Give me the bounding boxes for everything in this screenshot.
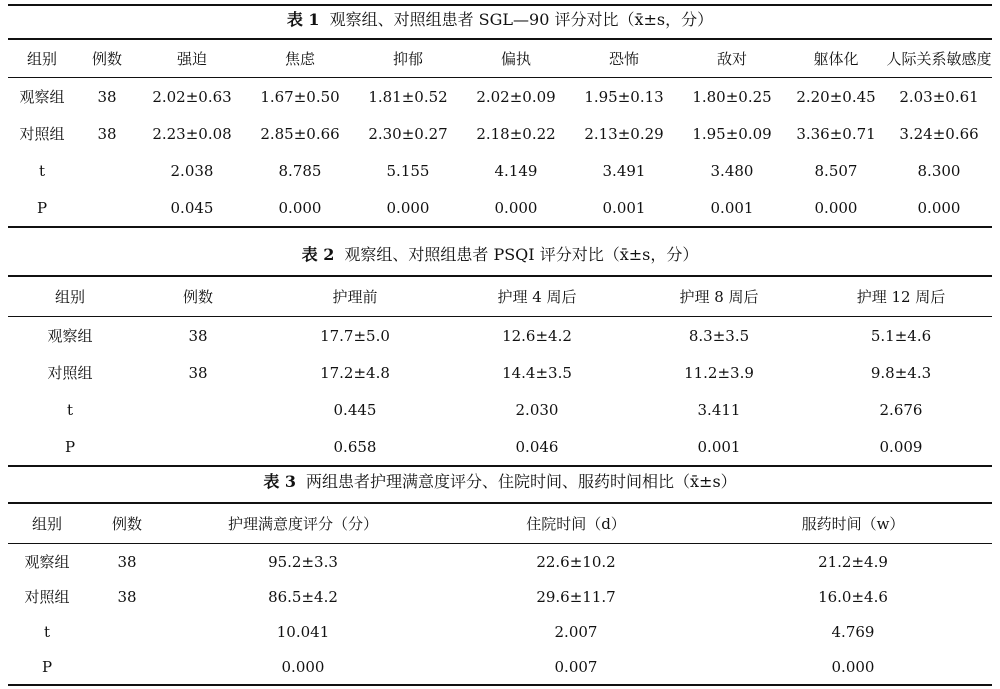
table-row xyxy=(8,544,992,580)
table-cell: 2.23±0.08 xyxy=(152,124,232,143)
table2-psqi-comparison xyxy=(8,275,992,467)
table-cell: 0.046 xyxy=(446,428,628,466)
table-row xyxy=(8,614,992,649)
table-cell: 17.2±4.8 xyxy=(320,363,390,382)
table2-header-cell: 护理 4 周后 xyxy=(446,276,628,317)
table-cell: 2.676 xyxy=(879,400,923,419)
table-cell: t xyxy=(43,622,51,641)
table1-header-cell: 例数 xyxy=(76,39,138,78)
table2-header-row xyxy=(8,276,992,317)
table-cell: 21.2±4.9 xyxy=(818,552,888,571)
table3-satisfaction-comparison xyxy=(8,502,992,686)
table-cell xyxy=(76,189,138,227)
table-cell: 对照组 xyxy=(19,125,65,143)
table-cell: P xyxy=(8,189,76,227)
table3-caption-text: 两组患者护理满意度评分、住院时间、服药时间相比（x̄±s） xyxy=(306,472,737,491)
table1-header-cell: 躯体化 xyxy=(786,39,886,78)
table1-header-cell: 组别 xyxy=(8,39,76,78)
table-cell: 3.480 xyxy=(710,161,754,180)
table-cell: 3.491 xyxy=(602,161,646,180)
table-row xyxy=(8,579,992,614)
table-cell: 观察组 xyxy=(47,327,93,345)
table3-header-cell: 服药时间（w） xyxy=(714,503,992,544)
table2-caption-text: 观察组、对照组患者 PSQI 评分对比（x̄±s，分） xyxy=(344,245,699,264)
table-cell: 11.2±3.9 xyxy=(684,363,754,382)
table-cell xyxy=(132,391,264,428)
table-row xyxy=(8,649,992,685)
table-cell: 3.24±0.66 xyxy=(899,124,979,143)
table-cell: 14.4±3.5 xyxy=(502,363,572,382)
table-row xyxy=(8,317,992,355)
table-cell: 8.785 xyxy=(278,161,322,180)
table-row xyxy=(8,189,992,227)
table-cell: 1.95±0.13 xyxy=(584,87,664,106)
table-cell: 22.6±10.2 xyxy=(536,552,616,571)
table3-caption xyxy=(0,472,1000,492)
table-cell: 0.000 xyxy=(786,189,886,227)
table-cell: 2.030 xyxy=(515,400,559,419)
table1-caption xyxy=(0,10,1000,30)
table3-header-cell: 组别 xyxy=(8,503,86,544)
table3-header-cell: 住院时间（d） xyxy=(438,503,714,544)
table-row xyxy=(8,428,992,466)
table-cell: 2.13±0.29 xyxy=(584,124,664,143)
table2-caption xyxy=(0,245,1000,265)
table-cell: 17.7±5.0 xyxy=(320,326,390,345)
table-cell: 12.6±4.2 xyxy=(502,326,572,345)
table2-caption-number: 表 2 xyxy=(301,245,335,264)
table3-header-cell: 护理满意度评分（分） xyxy=(168,503,438,544)
table3-caption-number: 表 3 xyxy=(263,472,297,491)
table1-header-cell: 偏执 xyxy=(462,39,570,78)
table3-header-cell: 例数 xyxy=(86,503,168,544)
table-cell: 38 xyxy=(188,363,208,382)
table-cell: 38 xyxy=(97,124,117,143)
table-cell: 观察组 xyxy=(19,88,65,106)
table-cell: 0.000 xyxy=(462,189,570,227)
table-cell: 2.30±0.27 xyxy=(368,124,448,143)
table-cell: t xyxy=(66,400,74,419)
table-cell: 4.769 xyxy=(831,622,875,641)
table-cell: 0.001 xyxy=(678,189,786,227)
table3-header-row xyxy=(8,503,992,544)
table-cell xyxy=(86,614,168,649)
table-cell: 对照组 xyxy=(24,588,70,606)
table-cell: 10.041 xyxy=(276,622,330,641)
table-cell: 0.000 xyxy=(886,189,992,227)
table-cell: 0.001 xyxy=(628,428,810,466)
table1-header-cell: 焦虑 xyxy=(246,39,354,78)
table-cell: 0.000 xyxy=(354,189,462,227)
table-cell: 1.80±0.25 xyxy=(692,87,772,106)
table-cell: 0.000 xyxy=(168,649,438,685)
table-cell: 2.85±0.66 xyxy=(260,124,340,143)
table-cell: 0.001 xyxy=(570,189,678,227)
table-cell: 观察组 xyxy=(24,553,70,571)
table-cell: 86.5±4.2 xyxy=(268,587,338,606)
page-top-rule xyxy=(8,4,992,6)
table1-scl90-comparison xyxy=(8,38,992,228)
table1-caption-text: 观察组、对照组患者 SGL—90 评分对比（x̄±s，分） xyxy=(329,10,714,29)
table2-header-cell: 护理 8 周后 xyxy=(628,276,810,317)
table-cell: 2.20±0.45 xyxy=(796,87,876,106)
table-cell: 0.007 xyxy=(438,649,714,685)
table-cell: 1.81±0.52 xyxy=(368,87,448,106)
table-cell: 1.95±0.09 xyxy=(692,124,772,143)
table1-caption-number: 表 1 xyxy=(286,10,320,29)
table-cell: 2.18±0.22 xyxy=(476,124,556,143)
table-cell: 3.36±0.71 xyxy=(796,124,876,143)
table-row xyxy=(8,152,992,189)
table-cell: 3.411 xyxy=(697,400,741,419)
table-cell: 0.009 xyxy=(810,428,992,466)
table-cell: 5.1±4.6 xyxy=(870,326,932,345)
table-cell xyxy=(132,428,264,466)
table-cell: 29.6±11.7 xyxy=(536,587,616,606)
table-cell: 1.67±0.50 xyxy=(260,87,340,106)
table-row xyxy=(8,391,992,428)
table-cell: 8.507 xyxy=(814,161,858,180)
table-cell: 0.000 xyxy=(246,189,354,227)
table-cell: 9.8±4.3 xyxy=(870,363,932,382)
table-cell: 2.038 xyxy=(170,161,214,180)
table-cell: 0.445 xyxy=(333,400,377,419)
table1-header-cell: 强迫 xyxy=(138,39,246,78)
table-cell: 0.658 xyxy=(264,428,446,466)
table-cell: 38 xyxy=(188,326,208,345)
table2-header-cell: 护理 12 周后 xyxy=(810,276,992,317)
table-cell: 16.0±4.6 xyxy=(818,587,888,606)
table1-header-cell: 恐怖 xyxy=(570,39,678,78)
table2-header-cell: 护理前 xyxy=(264,276,446,317)
table-cell: 4.149 xyxy=(494,161,538,180)
table-cell: 8.3±3.5 xyxy=(688,326,750,345)
table-cell xyxy=(76,152,138,189)
table1-header-cell: 人际关系敏感度 xyxy=(886,39,992,78)
table1-header-cell: 抑郁 xyxy=(354,39,462,78)
table-cell: 2.02±0.63 xyxy=(152,87,232,106)
table-cell: 8.300 xyxy=(917,161,961,180)
table-cell: 0.000 xyxy=(714,649,992,685)
table-cell: P xyxy=(8,649,86,685)
table-cell: 2.007 xyxy=(554,622,598,641)
table-cell: 38 xyxy=(117,552,137,571)
table-cell: t xyxy=(38,161,46,180)
table-cell: 0.045 xyxy=(138,189,246,227)
table-cell: 38 xyxy=(117,587,137,606)
table-row xyxy=(8,78,992,116)
table-cell: 2.03±0.61 xyxy=(899,87,979,106)
table-cell: 2.02±0.09 xyxy=(476,87,556,106)
table-cell: 38 xyxy=(97,87,117,106)
table-cell: 5.155 xyxy=(386,161,430,180)
table-row xyxy=(8,354,992,391)
table1-header-row xyxy=(8,39,992,78)
table-cell: P xyxy=(8,428,132,466)
table-cell: 95.2±3.3 xyxy=(268,552,338,571)
table-cell xyxy=(86,649,168,685)
table2-header-cell: 组别 xyxy=(8,276,132,317)
table1-header-cell: 敌对 xyxy=(678,39,786,78)
table-row xyxy=(8,115,992,152)
table-cell: 对照组 xyxy=(47,364,93,382)
table2-header-cell: 例数 xyxy=(132,276,264,317)
